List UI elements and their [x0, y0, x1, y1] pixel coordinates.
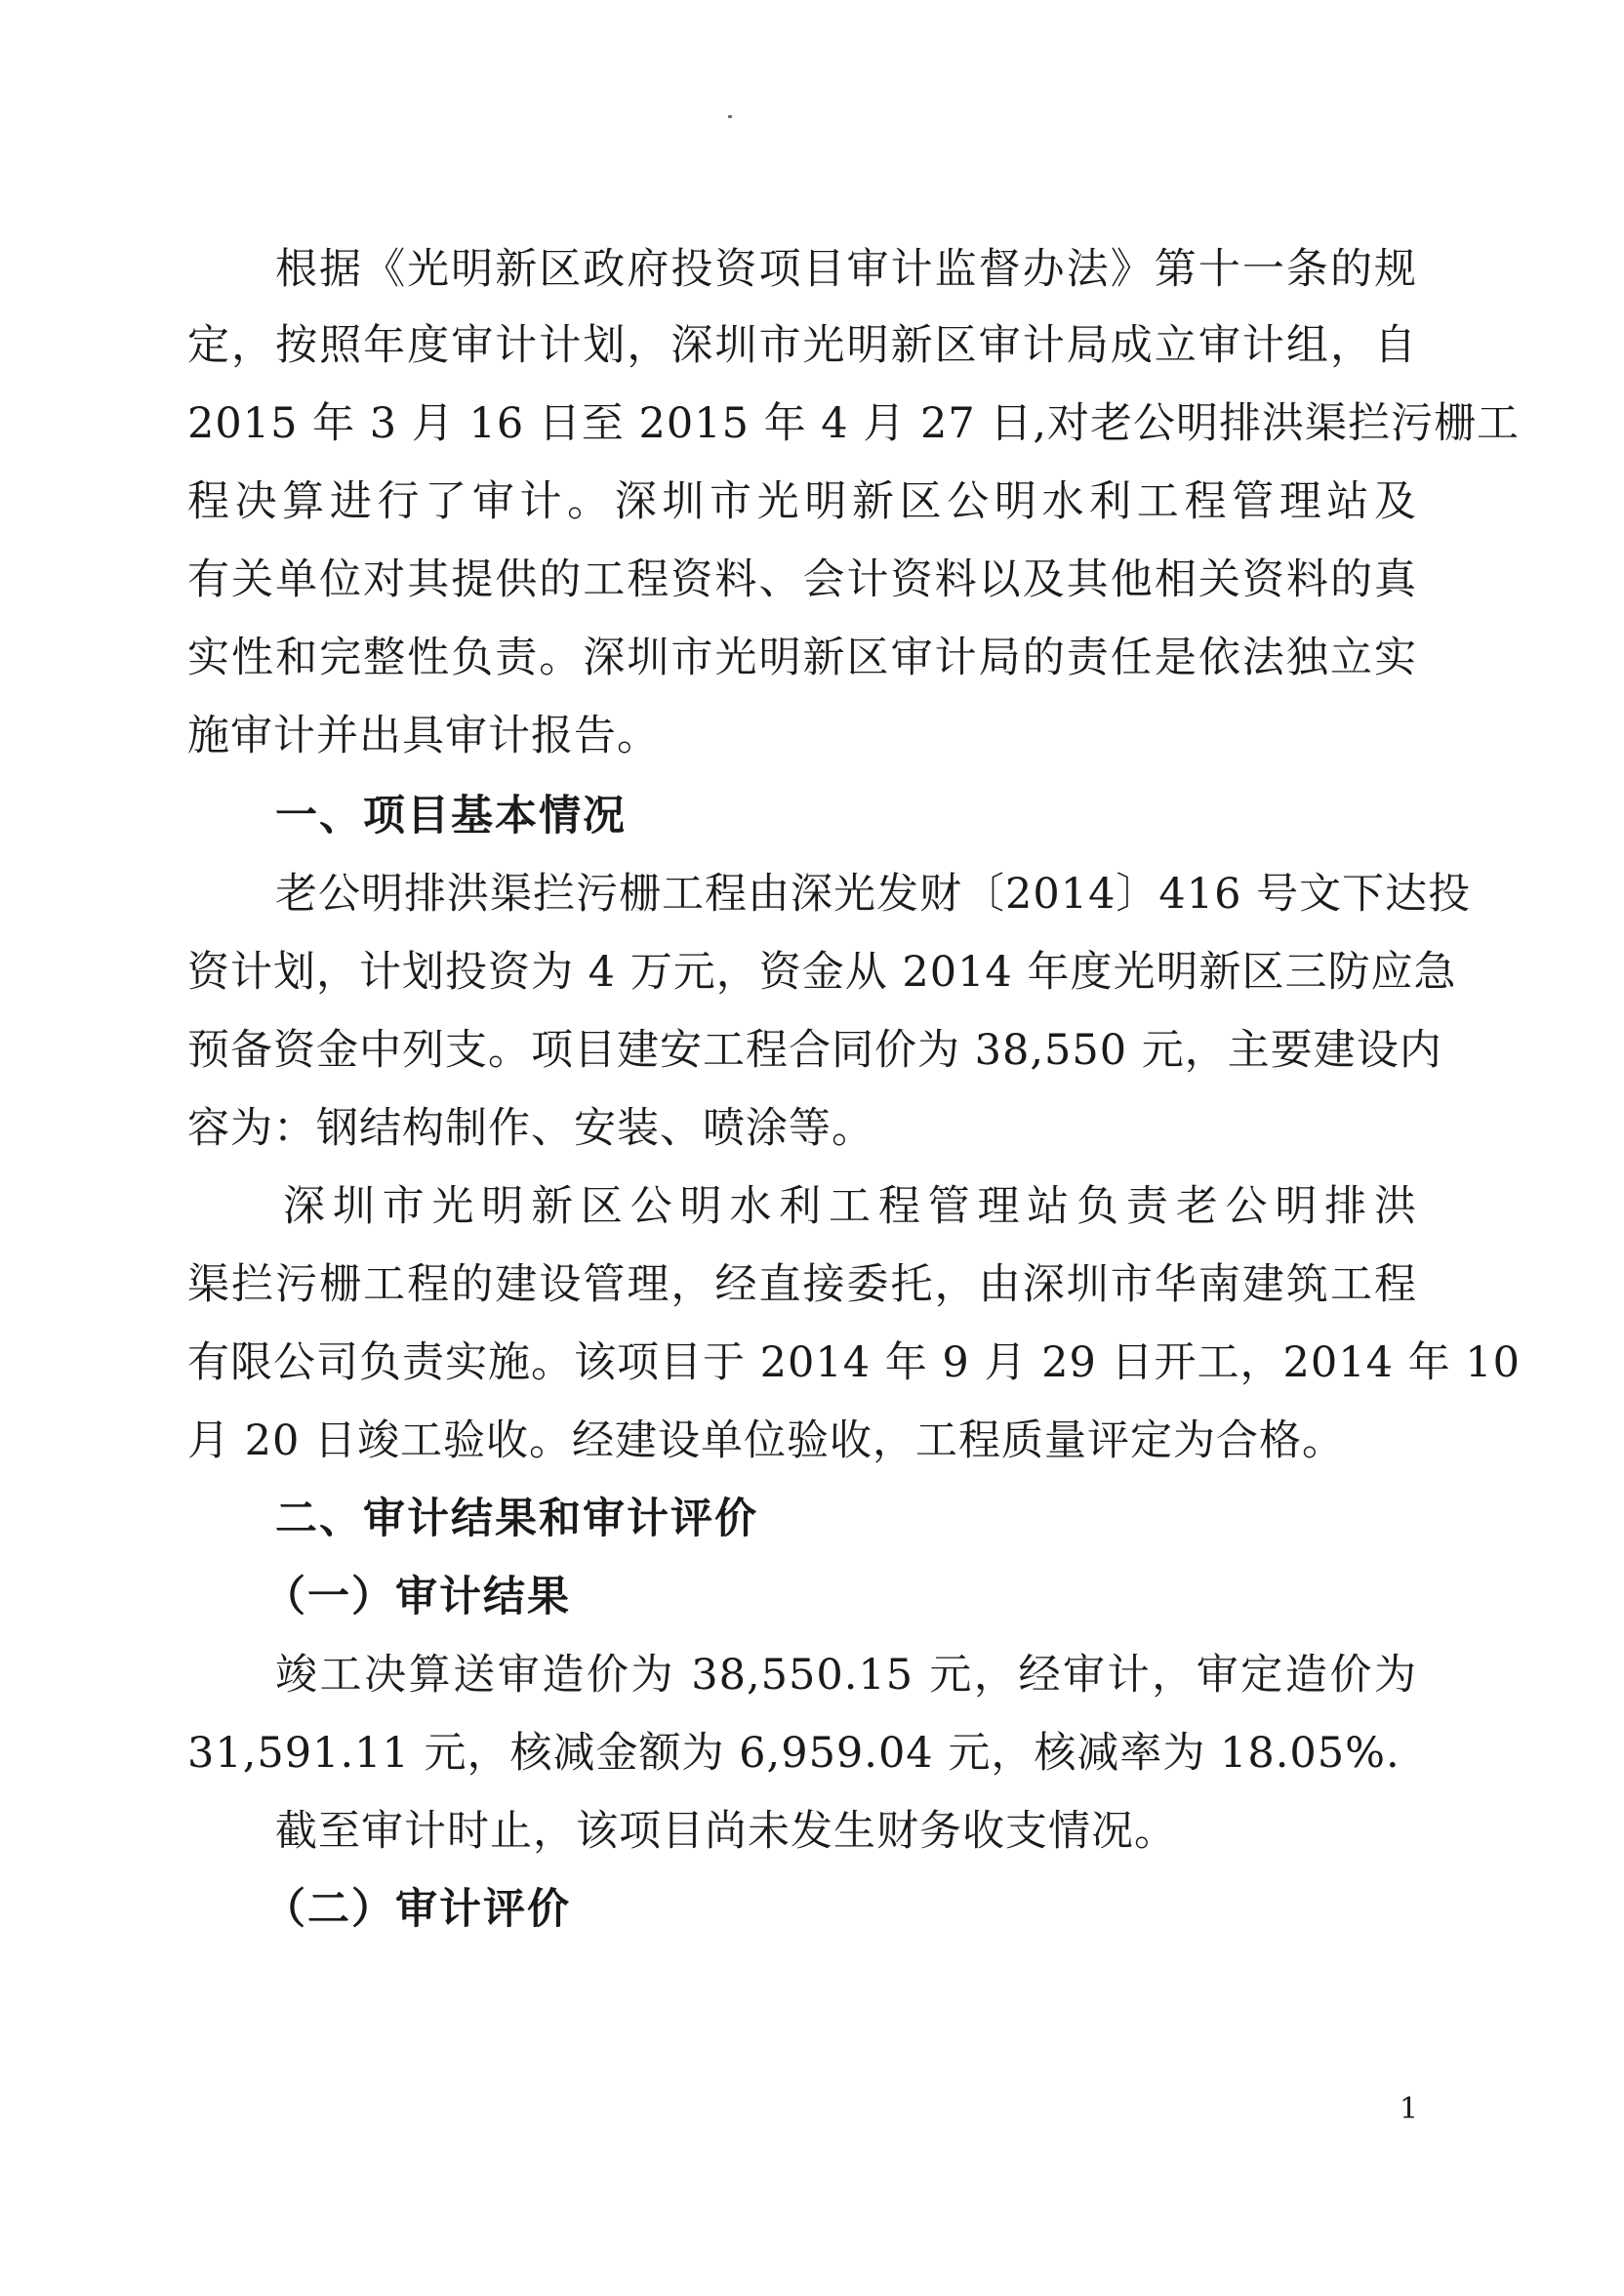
section-1-para-a-line-3: 预备资金中列支。项目建安工程合同价为 38,550 元，主要建设内 [187, 1026, 1442, 1075]
intro-line-1: 根据《光明新区政府投资项目审计监督办法》第十一条的规 [275, 245, 1417, 294]
page-number: 1 [1400, 2092, 1419, 2126]
intro-line-2: 定，按照年度审计计划，深圳市光明新区审计局成立审计组，自 [187, 321, 1417, 370]
section-1-para-b-line-3: 有限公司负责实施。该项目于 2014 年 9 月 29 日开工，2014 年 10 [187, 1338, 1522, 1387]
section-2-sub-2-heading: （二）审计评价 [264, 1885, 571, 1934]
audit-result-line-1: 竣工决算送审造价为 38,550.15 元，经审计，审定造价为 [275, 1651, 1417, 1700]
section-1-para-b-line-1: 深圳市光明新区公明水利工程管理站负责老公明排洪 [283, 1182, 1417, 1231]
section-1-para-b-line-4: 月 20 日竣工验收。经建设单位验收，工程质量评定为合格。 [187, 1416, 1346, 1465]
intro-line-6: 实性和完整性负责。深圳市光明新区审计局的责任是依法独立实 [187, 634, 1417, 682]
section-1-heading: 一、项目基本情况 [275, 792, 627, 840]
section-2-sub-1-heading: （一）审计结果 [264, 1573, 571, 1621]
section-1-para-a-line-2: 资计划，计划投资为 4 万元，资金从 2014 年度光明新区三防应急 [187, 948, 1457, 997]
intro-line-4: 程决算进行了审计。深圳市光明新区公明水利工程管理站及 [187, 477, 1417, 526]
intro-line-7: 施审计并出具审计报告。 [187, 712, 660, 760]
section-1-para-a-line-4: 容为：钢结构制作、安装、喷涂等。 [187, 1104, 874, 1153]
audit-result-line-2: 31,591.11 元，核减金额为 6,959.04 元，核减率为 18.05%. [187, 1729, 1401, 1778]
section-2-heading: 二、审计结果和审计评价 [275, 1495, 758, 1543]
section-1-para-a-line-1: 老公明排洪渠拦污栅工程由深光发财〔2014〕416 号文下达投 [275, 870, 1472, 919]
scan-mark [728, 115, 732, 118]
intro-line-3: 2015 年 3 月 16 日至 2015 年 4 月 27 日,对老公明排洪渠拦污栅工 [187, 399, 1521, 448]
audit-note: 截至审计时止，该项目尚未发生财务收支情况。 [275, 1807, 1177, 1856]
intro-line-5: 有关单位对其提供的工程资料、会计资料以及其他相关资料的真 [187, 555, 1417, 604]
section-1-para-b-line-2: 渠拦污栅工程的建设管理，经直接委托，由深圳市华南建筑工程 [187, 1260, 1417, 1309]
